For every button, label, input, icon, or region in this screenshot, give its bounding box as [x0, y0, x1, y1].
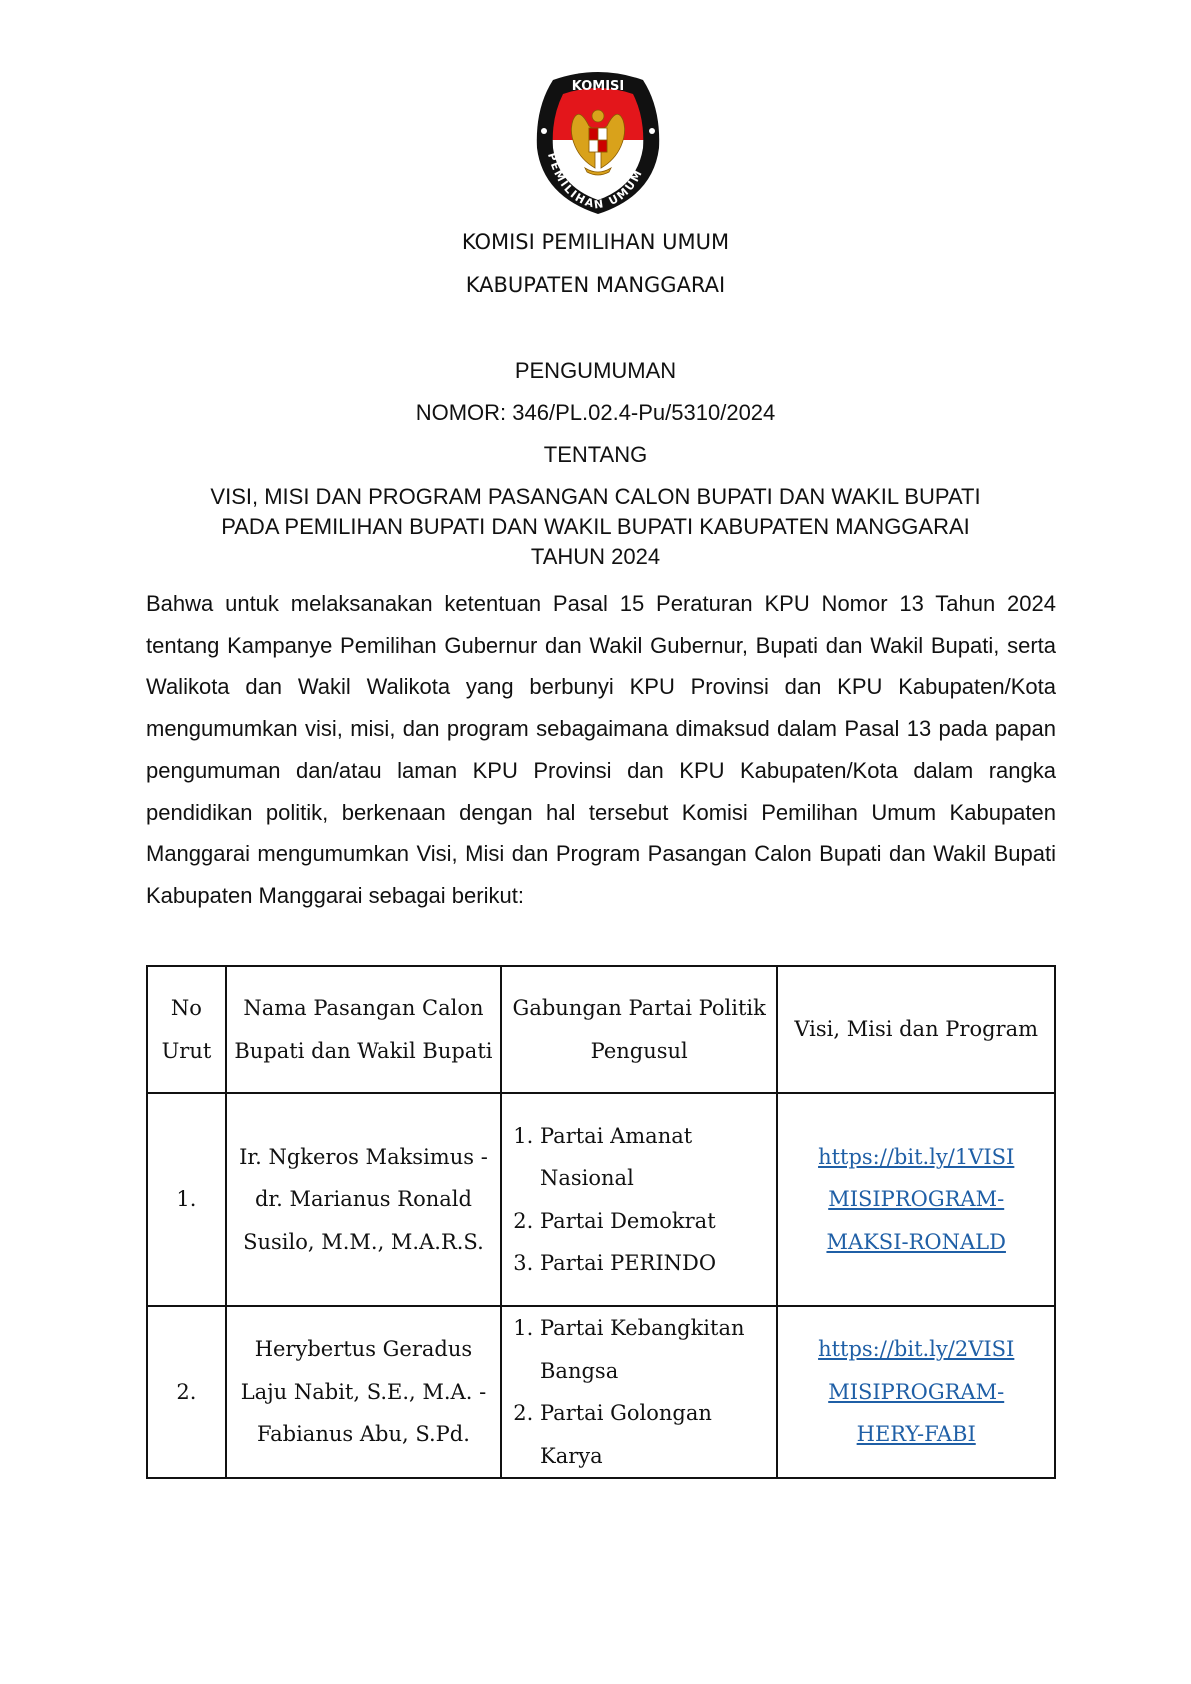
row-program [777, 1306, 1055, 1478]
party-item: 2. Partai Demokrat [540, 1200, 772, 1243]
org-region: KABUPATEN MANGGARAI [465, 273, 726, 297]
party-item: 2. Partai Golongan Karya [540, 1392, 772, 1477]
program-link[interactable]: https://bit.ly/1VISI MISIPROGRAM- MAKSI-RONALD [818, 1144, 1015, 1254]
header-name: Nama Pasangan Calon Bupati dan Wakil Bupati [226, 966, 501, 1093]
logo-text-komisi: KOMISI [571, 79, 625, 94]
header-parties: Gabungan Partai Politik Pengusul [501, 966, 777, 1093]
table-row [147, 1093, 1055, 1306]
kpu-logo [533, 68, 663, 216]
candidate-table [146, 965, 1056, 1479]
row-name: Herybertus Geradus Laju Nabit, S.E., M.A. - Fabianus Abu, S.Pd. [226, 1306, 501, 1478]
row-program [777, 1093, 1055, 1306]
row-parties [501, 1306, 777, 1478]
row-no: 1. [147, 1093, 226, 1306]
party-item: 1. Partai Kebangkitan Bangsa [540, 1307, 772, 1392]
header-program: Visi, Misi dan Program [777, 966, 1055, 1093]
subject-line-2: PADA PEMILIHAN BUPATI DAN WAKIL BUPATI KABUPATEN MANGGARAI [221, 514, 970, 539]
announcement-about: TENTANG [543, 442, 648, 467]
row-name: Ir. Ngkeros Maksimus - dr. Marianus Ronald Susilo, M.M., M.A.R.S. [226, 1093, 501, 1306]
table-header-row [147, 966, 1055, 1093]
svg-text:PEMILIHAN UMUM: PEMILIHAN UMUM [544, 151, 646, 212]
table-row [147, 1306, 1055, 1478]
org-name: KOMISI PEMILIHAN UMUM [461, 230, 730, 254]
party-item: 1. Partai Amanat Nasional [540, 1115, 772, 1200]
body-paragraph: Bahwa untuk melaksanakan ketentuan Pasal 15 Peraturan KPU Nomor 13 Tahun 2024 tentang Kampanye Pemilihan Gubernur dan Wakil Gubernur, Bupati dan Wakil Bupati, serta Walikota dan Wakil Walikota yang berbunyi KPU Provinsi dan KPU Kabupaten/Kota mengumumkan visi, misi, dan program sebagaimana dimaksud dalam Pasal 13 pada papan pengumuman dan/atau laman KPU Provinsi dan KPU Kabupaten/Kota dalam rangka pendidikan politik, berkenaan dengan hal tersebut Komisi Pemilihan Umum Kabupaten Manggarai mengumumkan Visi, Misi dan Program Pasangan Calon Bupati dan Wakil Bupati Kabupaten Manggarai sebagai berikut: [146, 591, 1056, 908]
subject-line-1: VISI, MISI DAN PROGRAM PASANGAN CALON BUPATI DAN WAKIL BUPATI [210, 484, 981, 509]
announcement-title: PENGUMUMAN [514, 358, 677, 383]
header-no: No Urut [147, 966, 226, 1093]
announcement-number: NOMOR: 346/PL.02.4-Pu/5310/2024 [415, 400, 776, 425]
subject-line-3: TAHUN 2024 [530, 544, 661, 569]
row-no: 2. [147, 1306, 226, 1478]
program-link[interactable]: https://bit.ly/2VISI MISIPROGRAM- HERY-FABI [818, 1337, 1015, 1447]
row-parties [501, 1093, 777, 1306]
party-item: 3. Partai PERINDO [540, 1242, 772, 1285]
